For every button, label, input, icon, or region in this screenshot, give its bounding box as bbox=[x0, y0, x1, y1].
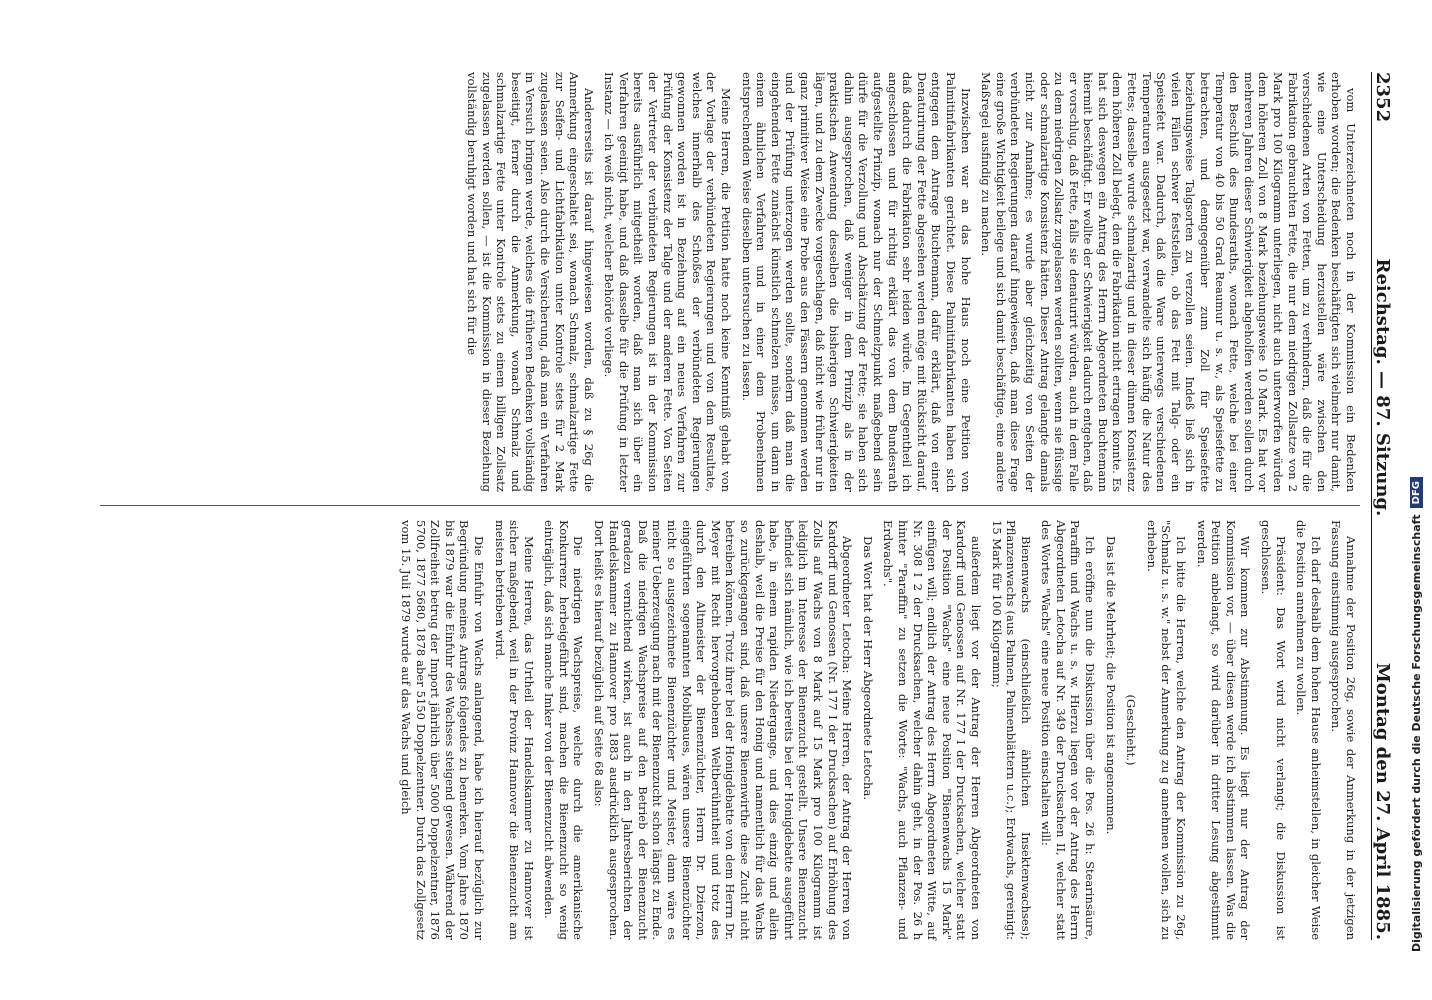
paragraph: außerdem liegt vor der Antrag der Herren Abgeordneten von Kardorff und Genossen auf Nr. 177 I der Drucksachen, welcher statt der Position "Wachs" eine neue Position "Bienenwachs 15 Mark" einfügen will; endlich der Antrag des Herrn Abgeordneten Witte, auf Nr. 308 I 2 der Drucksachen, welcher dahin geht, in der Pos. 26 h hinter "Paraffin" zu setzen die Worte: "Wachs, auch Pflanzen- und Erdwachs". bbox=[881, 520, 983, 940]
paragraph: Die Einfuhr von Wachs anlangend, habe ich hierauf bezüglich zur Begründung meines Antrags folgendes zu bemerken. Vom Jahre 1870 bis 1879 war die Einfuhr des Wachses steigend gewesen. Während der Zollfreiheit betrug der Import jährlich über 5000 Doppelzentner, 1876 5700, 1877 5680, 1878 aber 5150 Doppelzentner. Durch das Zollgesetz vom 15. Juli 1879 wurde auf das Wachs und gleich bbox=[398, 520, 486, 940]
session-title: Reichstag. — 87. Sitzung. bbox=[1372, 258, 1393, 517]
paragraph: Das ist die Mehrheit; die Position ist angenommen. bbox=[1103, 536, 1118, 835]
page-number: 2352 bbox=[1372, 72, 1393, 123]
paragraph: Ich darf deshalb dem hohen Hause anheimstellen, in gleicher Weise die Position annehmen zu wollen. bbox=[1294, 520, 1323, 940]
dfg-credit-band bbox=[1410, 0, 1432, 952]
text-column-right bbox=[392, 520, 1358, 940]
paragraph: Ich bitte die Herren, welche den Antrag der Kommission zu 26g, "Schmalz u. s. w." nebst der Anmerkung zu g annehmen wollen, sich zu erheben. bbox=[1144, 520, 1189, 940]
speaker-paragraph: Präsident: Das Wort wird nicht verlangt; die Diskussion ist geschlossen. bbox=[1259, 520, 1288, 940]
text-column-left bbox=[458, 72, 1358, 492]
paragraph: Annahme der Position 26g, sowie der Anmerkung in der jetzigen Fassung einstimmig ausgesprochen. bbox=[1329, 520, 1358, 940]
paragraph: Das Wort hat der Herr Abgeordnete Letocha. bbox=[860, 536, 875, 800]
paragraph: Wir kommen zur Abstimmung. Es liegt nur der Antrag der Kommission vor, — über diesen werde ich abstimmen lassen. Was die Petition anbelangt, so wird darüber in dritter Lesung abgestimmt werden. bbox=[1194, 520, 1253, 940]
paragraph: Inzwischen war an das hohe Haus noch eine Petition von Palmitinfabrikanten gerichtet. Diese Palmitinfabrikanten haben sich entgegen dem Antrage Buchtemann, dafür erklärt, daß von einer Denaturirung der Fette abgesehen werden möge mit Rücksicht darauf, daß dadurch die Fabrikation sehr leiden würde. Im Gegentheil ich angeschlossen und für richtig erklärt das von dem Bundesrath aufgestellte Prinzip, wonach nur der Schmelzpunkt maßgebend sein dürfe für die Verzollung und Abschätzung der Fette; sie haben sich dahin ausgesprochen, daß weniger in dem Prinzip als in der praktischen Anwendung desselben die bisherigen Schwierigkeiten lägen, und zu dem Zwecke vorgeschlagen, daß nicht wie früher nur in ganz primitiver Weise eine Probe aus den Fässern genommen werden und der Prüfung unterzogen werden sollte, sondern daß man die eingehenden Fette zunächst künstlich schmelzen müsse, um dann in einem ähnlichen Verfahren und in einer dem Probenehmen entsprechenden Weise dieselben untersuchen zu lassen. bbox=[739, 72, 973, 492]
quotation: Die niedrigen Wachspreise, welche durch die amerikanische Konkurrenz herbeigeführt sind, machen die Bienenzucht so wenig einträglich, daß sich manche Imker von der Bienenzucht abwenden. bbox=[542, 520, 586, 940]
dfg-credit-text: Digitalisierung gefördert durch die Deutsche Forschungsgemeinschaft bbox=[1410, 514, 1423, 952]
session-date: Montag den 27. April 1885. bbox=[1372, 662, 1393, 940]
quoted-motion: Bienenwachs (einschließlich ähnlichen Insektenwachses); Pflanzenwachs (aus Palmen, Palmenblättern u.c.); Erdwachs, gereinigt: 15 Mark für 100 Kilogramm; bbox=[989, 520, 1033, 940]
paragraph: vom Unterzeichneten noch in der Kommission ein Bedenken erhoben worden; die Bedenken beschäftigten sich vielmehr nur damit, wie eine Unterscheidung herzustellen wäre zwischen den verschiedenen Arten von Fetten, um zu verhindern, daß die für die Fabrikation gebrauchten Fette, die nur dem niedrigen Zollsatze von 2 Mark pro 100 Kilogramm unterliegen, nicht auch unterworfen würden dem höheren Zoll von 8 Mark beziehungsweise 10 Mark. Es hat vor mehreren Jahren dieser Schwierigkeit abgeholfen werden sollen durch den Beschluß des Bundesraths, wonach Fette, welche bei einer Temperatur von 40 bis 50 Grad Reaumur u. s. w., als Speisefette zu betrachten, und demgegenüber zum Zoll für Speisefette beziehungsweise Talgsorten zu verzollen seien. Indeß ließ sich in vielen Fällen schwer feststellen, ob das Fett mit Talg- oder ein Speisefett war. Dadurch, daß die Ware unterwegs verschiedenen Temperaturen ausgesetzt war, verwandelte sich häufig die Natur des Fettes; dasselbe wurde schmalzartig und in dieser dünnen Konsistenz dem höheren Zoll belegt, den die Fabrikation nicht ertragen konnte. Es hat sich deswegen ein Antrag des Herrn Abgeordneten Buchtemann hiermit beschäftigt. Er wollte der Schwierigkeit dadurch entgehen, daß er vorschlug, daß Fette, falls sie denaturirt würden, auch in dem Falle zu dem niedrigen Zollsatz zugelassen werden sollten, wenn sie flüssige oder schmalzartige Konsistenz hätten. Dieser Antrag gelangte damals nicht zur Annahme; es wurde aber gleichzeitig von Seiten der verbündeten Regierungen darauf hingewiesen, daß man diese Frage eine große Wichtigkeit beilege und sich damit beschäftige, eine andere Maßregel ausfindig zu machen. bbox=[979, 72, 1358, 492]
page-header bbox=[1371, 72, 1404, 940]
stage-direction: (Geschieht.) bbox=[1124, 694, 1139, 766]
speaker-paragraph: Abgeordneter Letocha: Meine Herren, der Antrag der Herren von Kardorff und Genossen (Nr. 177 I der Drucksachen) auf Erhöhung des Zolls auf Wachs von 8 Mark auf 15 Mark pro 100 Kilogramm ist lediglich im Interesse der Bienenzucht gestellt. Unsere Bienenzucht befindet sich nämlich, wie ich bereits bei der Honigdebatte ausgeführt habe, in einem rapiden Niedergange, und dies einzig und allein deshalb, weil die Preise für den Honig und namentlich für das Wachs so zurückgegangen sind, daß unsere Bienenwirthe diese Zucht nicht betreiben können. Trotz ihrer bei der Honigdebatte von dem Herrn Dr. Meyer mit Recht hervorgehobenen Weltberühmtheit und trotz des durch den Altmeister der Bienenzüchter, Herrn Dr. Dzierzon, eingeführten sogenannten Mobilbaues, wären unsere Bienenzüchter nicht so ausgezeichnete Bienenzüchter und Meister, dann wäre es meiner Ueberzeugung nach mit der Bienenzucht schon längst zu Ende. Daß die niedrigen Wachspreise auf den Betrieb der Bienenzucht geradezu vernichtend wirken, ist auch in den Jahresberichten der Handelskammer zu Hannover pro 1883 ausdrücklich ausgesprochen. Dort heißt es hierauf bezüglich auf Seite 68 also: bbox=[592, 520, 855, 940]
dfg-credit bbox=[1410, 0, 1423, 952]
paragraph: Meine Herren, die Petition hatte noch keine Kenntniß gehabt von der Vorlage der verbündeten Regierungen und von dem Resultate, welches innerhalb des Schoßes der verbündeten Regierungen gewonnen worden ist in Beziehung auf ein neues Verfahren zur Prüfung der Konsistenz der Talge und der anderen Fette. Von Seiten der Vertreter der verbündeten Regierungen ist in der Kommission bereits ausführlich mitgetheilt worden, daß man sich über ein Verfahren geeinigt habe, und daß dasselbe für die Prüfung in letzter Instanz — ich weiß nicht, welcher Behörde vorliege. bbox=[602, 72, 734, 492]
column-divider bbox=[100, 505, 1360, 506]
dfg-logo: DFG bbox=[1410, 477, 1423, 508]
paragraph: Ich eröffne nun die Diskussion über die Pos. 26 h: Stearinsäure, Paraffin und Wachs u. s. w. Hierzu liegen vor der Antrag des Herrn Abgeordneten Letocha auf Nr. 349 der Drucksachen II, welcher statt des Wortes "Wachs" eine neue Position einschalten will: bbox=[1039, 520, 1098, 940]
paragraph: Meine Herren, das Urtheil der Handelskammer zu Hannover ist sicher maßgebend, weil in der Provinz Hannover die Bienenzucht am meisten betrieben wird. bbox=[492, 520, 536, 940]
paragraph: Andererseits ist darauf hingewiesen worden, daß zu § 26g die Anmerkung eingeschaltet sei, wonach Schmalz, schmalzartige Fette zur Seifen- und Lichtfabrikation unter Kontrole stets für 2 Mark zugelassen seien. Also durch die Versicherung, daß man ein Verfahren in Versuch bringen werde, welches die früheren Bedenken vollständig beseitigt, ferner durch die Anmerkung, wonach Schmalz und schmalzartige Fette unter Kontrole stets zu einem billigen Zollsatz zugelassen werden sollen, — ist die Kommission in dieser Beziehung vollständig beruhigt worden und hat sich für die bbox=[464, 72, 596, 492]
